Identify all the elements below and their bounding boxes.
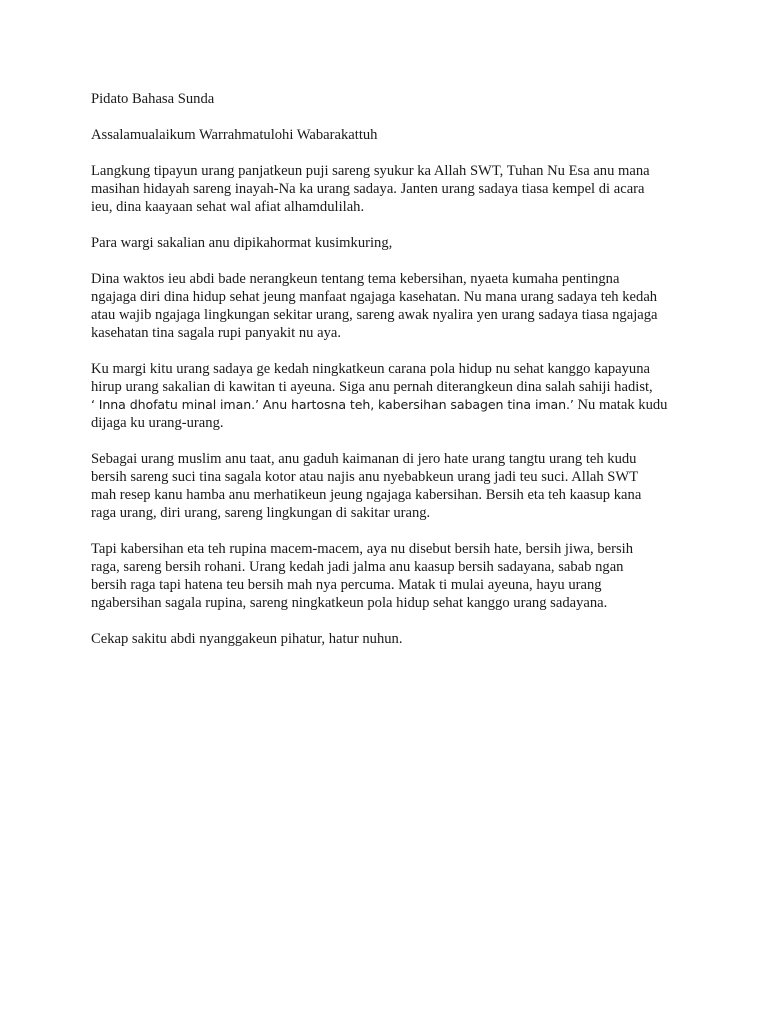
paragraph-salutation: Para wargi sakalian anu dipikahormat kusimkuring,: [91, 235, 393, 251]
paragraph-closing: Cekap sakitu abdi nyanggakeun pihatur, hatur nuhun.: [91, 631, 403, 647]
paragraph-topic: Dina waktos ieu abdi bade nerangkeun tentang tema kebersihan, nyaeta kumaha pentingna ngajaga diri dina hidup sehat jeung manfaat ngajaga kasehatan. Nu mana urang sadaya teh kedah atau wajib ngajaga lingkungan sekitar urang, sareng awak nyalira yen urang sadaya tiasa ngajaga kasehatan tina sagala rupi panyakit nu aya.: [91, 271, 658, 341]
paragraph-hadith: [91, 360, 691, 432]
hadith-quote: ‘ Inna dhofatu minal iman.’ Anu hartosna teh, kabersihan sabagen tina iman.’: [91, 397, 574, 412]
paragraph-hadith-before: Ku margi kitu urang sadaya ge kedah ningkatkeun carana pola hidup nu sehat kanggo kapayuna hirup urang sakalian di kawitan ti ayeuna. Siga anu pernah diterangkeun dina salah sahiji hadist,: [91, 361, 653, 395]
paragraph-opening: Langkung tipayun urang panjatkeun puji sareng syukur ka Allah SWT, Tuhan Nu Esa anu mana masihan hidayah sareng inayah-Na ka urang sadaya. Janten urang sadaya tiasa kempel di acara ieu, dina kaayaan sehat wal afiat alhamdulilah.: [91, 163, 650, 215]
paragraph-muslim: Sebagai urang muslim anu taat, anu gaduh kaimanan di jero hate urang tangtu urang teh kudu bersih sareng suci tina sagala kotor atau najis anu nyebabkeun urang jadi teu suci. Allah SWT mah resep kanu hamba anu merhatikeun jeung ngajaga kabersihan. Bersih eta teh kaasup kana raga urang, diri urang, sareng lingkungan di sakitar urang.: [91, 451, 642, 521]
paragraph-cleanliness-types: Tapi kabersihan eta teh rupina macem-macem, aya nu disebut bersih hate, bersih jiwa, bersih raga, sareng bersih rohani. Urang kedah jadi jalma anu kaasup bersih sadayana, sabab ngan bersih raga tapi hatena teu bersih mah nya percuma. Matak ti mulai ayeuna, hayu urang ngabersihan sagala rupina, sareng ningkatkeun pola hidup sehat kanggo urang sadayana.: [91, 541, 633, 611]
greeting: Assalamualaikum Warrahmatulohi Wabarakattuh: [91, 127, 378, 143]
document-body: [91, 90, 691, 666]
document-title: Pidato Bahasa Sunda: [91, 91, 215, 107]
paragraph-hadith-after: Nu matak kudu dijaga ku urang-urang.: [91, 397, 668, 431]
